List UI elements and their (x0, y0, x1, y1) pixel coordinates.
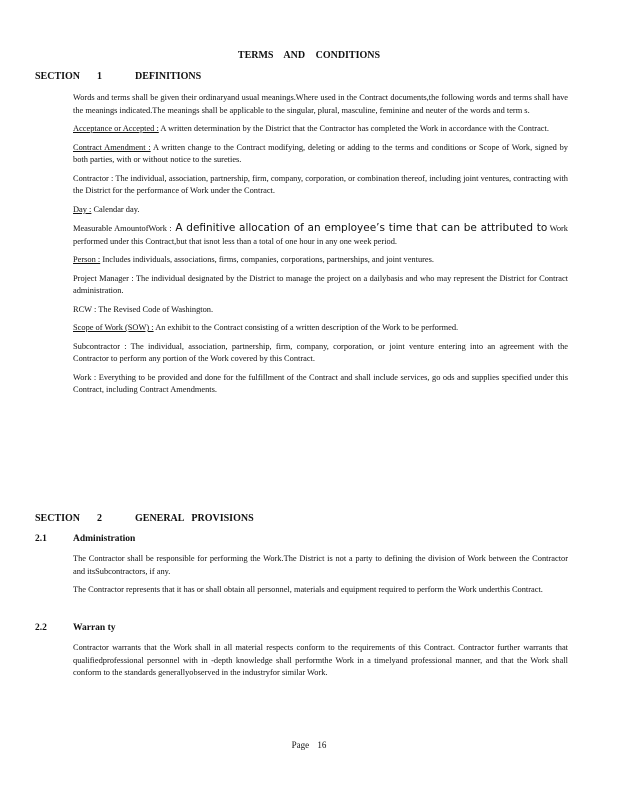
definition-work (73, 372, 568, 397)
subsection-number: 2.2 (35, 623, 47, 633)
definition-term: Contract Amendment : (73, 142, 151, 152)
definition-term: Person : (73, 255, 101, 264)
subsection-number: 2.1 (35, 534, 47, 544)
paragraph: The Contractor shall be responsible for performing the Work.The District is not a party to defining the division of Work between the Contractor and itsSubcontractors, if any. (73, 554, 568, 576)
section-number: 1 (97, 71, 102, 82)
page-number: Page 16 (291, 740, 327, 750)
definition-term: Subcontractor : (73, 341, 127, 351)
section-title: DEFINITIONS (135, 71, 202, 82)
document-title: TERMS AND CONDITIONS (237, 50, 381, 61)
definition-term: Work : (73, 372, 97, 382)
definition-text: Everything to be provided and done for the fulfillment of the Contract and shall include services, go ods and supplies specified under this Contract, including Contract Amendments. (73, 372, 568, 394)
definition-text: The individual, association, partnership, firm, company, corporation, or combination thereof, including joint ventures, contracting with the District for the performance of Work under the Contract. (73, 173, 568, 195)
subsection-title: Warran ty (73, 623, 116, 633)
paragraph: The Contractor represents that it has or shall obtain all personnel, materials and equipment required to perform the Work underthis Contract. (73, 585, 543, 594)
definition-text: An exhibit to the Contract consisting of a written description of the Work to be performed. (153, 323, 459, 332)
definition-person (73, 254, 568, 267)
definition-text: The individual designated by the District to manage the project on a dailybasis and who may represent the District for Contract administration. (73, 273, 568, 295)
definition-day (73, 204, 568, 217)
definition-term: Contractor : (73, 173, 114, 183)
definition-text: A written determination by the District that the Contractor has completed the Work in accordance with the Contract. (158, 124, 549, 133)
definition-text-large: A definitive allocation of an employee’s time that can be attributed to (171, 222, 548, 234)
definition-acceptance (73, 123, 568, 136)
definition-term: Scope of Work (SOW) : (73, 323, 154, 332)
definition-text: Includes individuals, associations, firms, companies, corporations, partnerships, and joint ventures. (100, 255, 434, 264)
definition-text: The individual, association, partnership, firm, company, corporation, or joint venture entering into an agreement with the Contractor to perform any portion of the Work covered by this Contract. (73, 341, 568, 363)
definition-text: A written change to the Contract modifying, deleting or adding to the terms and conditions or Scope of Work, signed by both parties, with or without notice to the sureties. (73, 142, 568, 164)
definition-rcw (73, 304, 568, 317)
section-label: SECTION (35, 71, 81, 82)
definition-sow (73, 322, 568, 335)
definitions-body (73, 92, 568, 403)
subsection-2-2-body (73, 642, 568, 686)
definition-term: Day : (73, 204, 92, 214)
definition-amendment (73, 142, 568, 167)
section-number: 2 (97, 513, 102, 524)
definitions-intro: Words and terms shall be given their ordinaryand usual meanings.Where used in the Contract documents,the following words and terms shall have the meanings indicated.The meanings shall be applicable to the singular, plural, masculine, feminine and neuter of the words and term s. (73, 93, 568, 115)
definition-term: Measurable AmountofWork : (73, 224, 172, 233)
paragraph: Contractor warrants that the Work shall in all material respects conform to the requirements of this Contract. Contractor further warrants that qualifiedprofessional personnel with in -depth knowledge shall performthe Work in a timelyand professional manner, and that the Work shall conform to the standards generallyobserved in the industryfor similar Work. (73, 643, 568, 677)
section-label: SECTION (35, 513, 81, 524)
definition-term: Acceptance or Accepted : (73, 124, 159, 133)
definition-project-manager (73, 273, 568, 298)
section-title: GENERAL PROVISIONS (135, 513, 254, 524)
definition-text: Calendar day. (91, 204, 140, 214)
definition-text: Work performed under this Contract,but that isnot less than a total of one hour in any one week period. (73, 224, 568, 246)
definition-subcontractor (73, 341, 568, 366)
subsection-2-1-body (73, 553, 568, 603)
subsection-title: Administration (73, 534, 136, 544)
definition-text: The Revised Code of Washington. (96, 304, 214, 314)
definition-contractor (73, 173, 568, 198)
definition-term: RCW : (73, 304, 97, 314)
definition-term: Project Manager : (73, 273, 134, 283)
definition-measurable (73, 222, 568, 248)
